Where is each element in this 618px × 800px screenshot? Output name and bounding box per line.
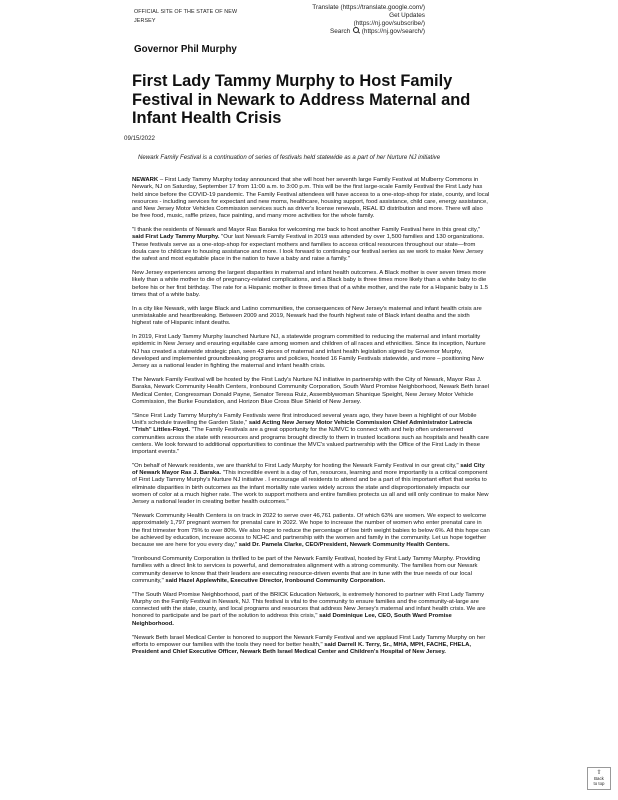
quote-text: "Our last Newark Family Festival in 2019 was attended by over 1,500 families and 130 organizations. These festivals serve as a one-stop-shop for expectant mothers and families to access critical resources throughout our state—from doula care to childcare to housing assistance and more. I look forward to continuing our festival series as we work to make New Jersey the safest and most equitable place in the nation to have a baby and raise a family." — [132, 234, 485, 263]
quote-attribution: said City of Newark Mayor Ras J. Baraka. — [132, 462, 485, 477]
official-site-label — [134, 8, 274, 26]
get-updates-url[interactable]: (https://nj.gov/subscribe/) — [353, 19, 425, 27]
header-links — [312, 4, 425, 36]
back-to-top-button[interactable] — [587, 767, 611, 790]
dateline: NEWARK — [132, 177, 159, 183]
quote-text: "I thank the residents of Newark and Mayor Ras Baraka for welcoming me back to host another Family Festival here in this great city," — [132, 227, 481, 234]
official-site-label-line1: OFFICIAL SITE OF THE STATE OF NEW — [134, 9, 238, 15]
quote-attribution: said First Lady Tammy Murphy. — [132, 234, 220, 241]
article-body — [132, 177, 490, 663]
article-subtitle: Newark Family Festival is a continuation of series of festivals held statewide as a part of her Nurture NJ initiative — [138, 154, 441, 161]
search-icon — [353, 27, 359, 33]
back-to-top-label-line2: to top — [593, 781, 605, 786]
quote-attribution: said Dr. Pamela Clarke, CEO/President, Newark Community Health Centers. — [237, 542, 450, 549]
translate-link[interactable]: Translate (https://translate.google.com/) — [312, 4, 425, 11]
quote-text: "The Family Festivals are a great opportunity for the NJMVC to connect with and help often underserved communities across the state with resources and programs brought directly to them in trusted locations such as hospitals and health care centers. We look forward to additional opportunities to continue the MVC's valued partnership with the Office of the First Lady in these important events." — [132, 427, 489, 456]
paragraph-7 — [132, 413, 490, 457]
paragraph-10 — [132, 556, 490, 585]
quote-text: "On behalf of Newark residents, we are thankful to First Lady Murphy for hosting the Newark Family Festival in our great city," — [132, 462, 459, 469]
paragraph-4: In a city like Newark, with large Black and Latino communities, the consequences of New Jersey's maternal and infant health crisis are unmistakable and heartbreaking. Between 2009 and 2019, Newark had the fourth highest rate of Black infant deaths and the sixth highest rate of Hispanic infant deaths. — [132, 305, 482, 327]
paragraph-2 — [132, 227, 490, 263]
quote-attribution: said Dominique Lee, CEO, South Ward Promise Neighborhood. — [132, 613, 452, 627]
quote-text: "The South Ward Promise Neighborhood, part of the BRICK Education Network, is extremely honored to partner with First Lady Tammy Murphy on the Family Festival in Newark, NJ. This festival is vital to the community to ensure families and the community-at-large are connected with the state, county, and local programs and resources that address New Jersey's maternal and infant health crisis. We are honored to participate and be part of the solution to address this crisis," — [132, 591, 486, 620]
governor-name[interactable]: Governor Phil Murphy — [134, 44, 237, 55]
paragraph-9 — [132, 513, 490, 549]
quote-attribution: said Hazel Applewhite, Executive Director, Ironbound Community Corporation. — [163, 577, 386, 584]
paragraph-5: In 2019, First Lady Tammy Murphy launched Nurture NJ, a statewide program committed to reducing the maternal and infant mortality epidemic in New Jersey and ensuring equitable care among women and children of all races and ethnicities. Since its inception, Nurture NJ has created a statewide strategic plan, seen 43 pieces of maternal and infant health legislation signed by Governor Murphy, developed and implemented groundbreaking programs and policies, hosted 16 Family Festivals statewide, and more – positioning New Jersey as a national leader in fighting the maternal and infant health crisis. — [132, 334, 486, 370]
page-title: First Lady Tammy Murphy to Host Family Festival in Newark to Address Maternal and Infant Health Crisis — [132, 72, 471, 128]
official-site-label-line2: JERSEY — [134, 18, 156, 24]
search-link[interactable] — [312, 27, 425, 36]
quote-attribution: said Darrell K. Terry, Sr., MHA, MPH, FACHE, FHELA, President and Chief Executive Officer, Newark Beth Israel Medical Center and Children's Hospital of New Jersey. — [132, 641, 471, 656]
paragraph-6: The Newark Family Festival will be hosted by the First Lady's Nurture NJ initiative in partnership with the City of Newark, Mayor Ras J. Baraka, Newark Community Health Centers, Ironbound Community Corporation, South Ward Promise Neighborhood, Newark Beth Israel Medical Center, Congressman Donald Payne, Senator Teresa Ruiz, Assemblywoman Shanique Speight, New Jersey Motor Vehicle Commission, the Burke Foundation, and Horizon Blue Cross Blue Shield of New Jersey. — [132, 377, 489, 405]
paragraph-3: New Jersey experiences among the largest disparities in maternal and infant health outcomes. A Black mother is over seven times more likely than a white mother to die of pregnancy-related complications, and a Black baby is three times more likely than a white baby to die before his or her first birthday. The rate for a Hispanic mother is three times that of a white mother, and the rate for a Hispanic baby is 1.5 times that of a white baby. — [132, 270, 489, 298]
arrow-up-icon: ⇧ — [596, 770, 602, 776]
quote-text: "Ironbound Community Corporation is thrilled to be part of the Newark Family Festival, hosted by First Lady Tammy Murphy. Providing families with a direct link to services is powerful, and demonstrates alignment with a strong community. The families from our Newark community deserve to know that their leaders are executing resource-driven events that are in tune with the true needs of our local community," — [132, 556, 481, 584]
paragraph-8 — [132, 463, 490, 507]
back-to-top-label-line1: Back — [594, 776, 604, 781]
paragraph-1-text: – First Lady Tammy Murphy today announced that she will host her seventh large Family Festival at Mulberry Commons in Newark, NJ on Saturday, September 17 from 11:00 a.m. to 3:00 p.m. This will be the first large-scale Family Festival the First Lady has held since before the COVID-19 pandemic. The Family Festival attendees will have access to a one-stop-shop for state, county, and local resources - including services for expectant and new moms, healthcare, housing support, food assistance, child care, energy assistance, and New Jersey Motor Vehicles Commission services such as driver's license renewals, REAL ID distribution and more. There will also be free food, music, raffle prizes, face painting, and many more activities for the whole family. — [132, 177, 490, 220]
search-label: Search — [329, 28, 351, 36]
publish-date: 09/15/2022 — [124, 135, 155, 142]
quote-text: "Since First Lady Tammy Murphy's Family Festivals were first introduced several years ago, they have been a highlight of our Mobile Unit's schedule travelling the Garden State," — [132, 412, 477, 426]
quote-attribution: said Acting New Jersey Motor Vehicle Commission Chief Administrator Latrecia "Trish" Littles-Floyd. — [132, 420, 472, 434]
paragraph-11 — [132, 592, 490, 628]
get-updates-link[interactable]: Get Updates — [389, 11, 425, 19]
quote-text: "This incredible event is a day of fun, resources, learning and more importantly is a critical component of First Lady Tammy Murphy's Nurture NJ initiative . I encourage all residents to attend and be a part of this important effort that works to eliminate disparities in birth outcomes as the infant mortality rate varies widely across the state and disproportionately impacts our women of color at a much higher rate. The work to support mothers and entire families protects us all and will only continue to make New Jersey a national leader in creating better health outcomes." — [132, 470, 489, 506]
quote-text: "Newark Beth Israel Medical Center is honored to support the Newark Family Festival and we applaud First Lady Tammy Murphy on her efforts to empower our families with the tools they need for better health," — [132, 634, 486, 648]
paragraph-1 — [132, 177, 490, 221]
search-url: (https://nj.gov/search/) — [361, 28, 425, 36]
paragraph-12 — [132, 635, 490, 657]
quote-text: "Newark Community Health Centers is on track in 2022 to serve over 46,761 patients. Of which 63% are women. We expect to welcome approximately 1,797 pregnant women for prenatal care in 2022. We hope to increase the number of women who enter prenatal care in the first trimester from 75% to over 80%. We also hope to reduce the percentage of low birth weight babies to below 6%. All this hope can be achieved by education, increase access to NCHC and partnership with the women and family in the community. Let us hope together because we are here for you every day," — [132, 513, 490, 549]
